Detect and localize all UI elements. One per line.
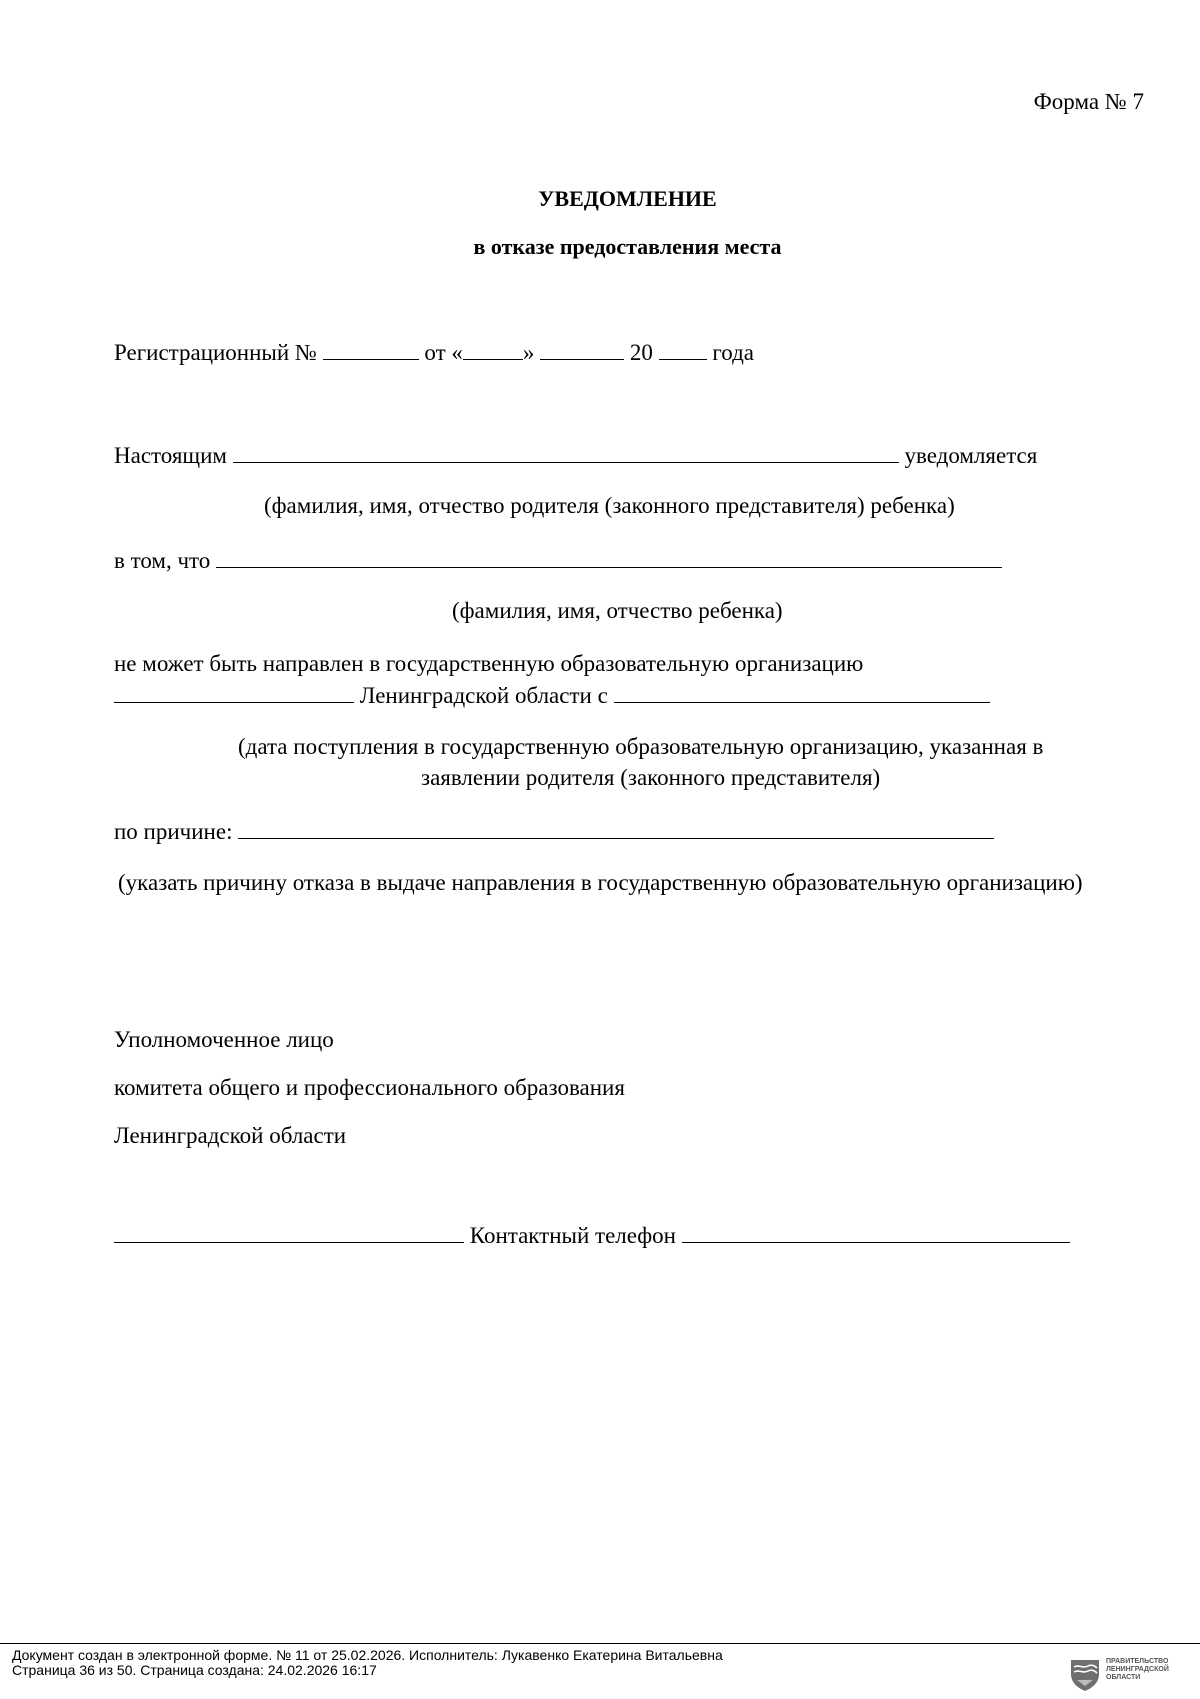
phone-label: Контактный телефон (469, 1223, 676, 1248)
notice-child-line (114, 545, 1002, 576)
registration-number-field[interactable] (323, 337, 419, 360)
signature-phone-line (114, 1220, 1070, 1251)
registration-from-label: от « (424, 340, 463, 365)
footer-line1: Документ создан в электронной форме. № 11 от 25.02.2026. Исполнитель: Лукавенко Екатерина Витальевна (12, 1647, 723, 1663)
form-number: Форма № 7 (1033, 89, 1144, 114)
parent-name-hint: (фамилия, имя, отчество родителя (законного представителя) ребенка) (264, 493, 955, 518)
registration-prefix: Регистрационный № (114, 340, 317, 365)
registration-month-field[interactable] (540, 337, 624, 360)
government-logo (1068, 1656, 1196, 1692)
admission-date-field[interactable] (614, 680, 990, 703)
logo-text (1106, 1658, 1169, 1682)
registration-year-field[interactable] (659, 337, 707, 360)
reason-field[interactable] (238, 816, 994, 839)
notice-present-label: Настоящим (114, 443, 227, 468)
notice-that-label: в том, что (114, 548, 211, 573)
organization-line (114, 680, 990, 711)
coat-of-arms-icon (1068, 1656, 1102, 1692)
cannot-be-sent-text: не может быть направлен в государственную образовательную организацию (114, 651, 864, 676)
logo-line3: ОБЛАСТИ (1106, 1674, 1141, 1681)
reason-hint: (указать причину отказа в выдаче направления в государственную образовательную организацию) (118, 870, 1083, 895)
phone-field[interactable] (682, 1220, 1070, 1243)
logo-line2: ЛЕНИНГРАДСКОЙ (1106, 1666, 1169, 1673)
document-footer (0, 1643, 1200, 1699)
signature-line3: Ленинградской области (114, 1123, 347, 1148)
parent-name-field[interactable] (233, 440, 899, 463)
notice-parent-line (114, 440, 1037, 471)
child-name-field[interactable] (216, 545, 1002, 568)
logo-line1: ПРАВИТЕЛЬСТВО (1106, 1658, 1169, 1665)
child-name-hint: (фамилия, имя, отчество ребенка) (452, 598, 783, 623)
registration-day-field[interactable] (463, 337, 523, 360)
footer-line2: Страница 36 из 50. Страница создана: 24.02.2026 16:17 (12, 1662, 377, 1678)
document-title: УВЕДОМЛЕНИЕ (538, 186, 717, 211)
registration-year-suffix: года (712, 340, 754, 365)
registration-line (114, 337, 754, 368)
signature-line2: комитета общего и профессионального образования (114, 1075, 625, 1100)
date-hint-line2: заявлении родителя (законного представителя) (421, 765, 881, 790)
registration-close-quote: » (522, 340, 535, 365)
registration-year-prefix: 20 (629, 340, 653, 365)
notice-notified-label: уведомляется (904, 443, 1038, 468)
date-hint-line1: (дата поступления в государственную образовательную организацию, указанная в (238, 734, 1044, 759)
signature-line1: Уполномоченное лицо (114, 1027, 334, 1052)
organization-name-field[interactable] (114, 680, 354, 703)
reason-label: по причине: (114, 819, 233, 844)
region-label: Ленинградской области с (359, 683, 608, 708)
document-subtitle: в отказе предоставления места (473, 234, 782, 259)
signature-field[interactable] (114, 1220, 464, 1243)
reason-line (114, 816, 994, 847)
